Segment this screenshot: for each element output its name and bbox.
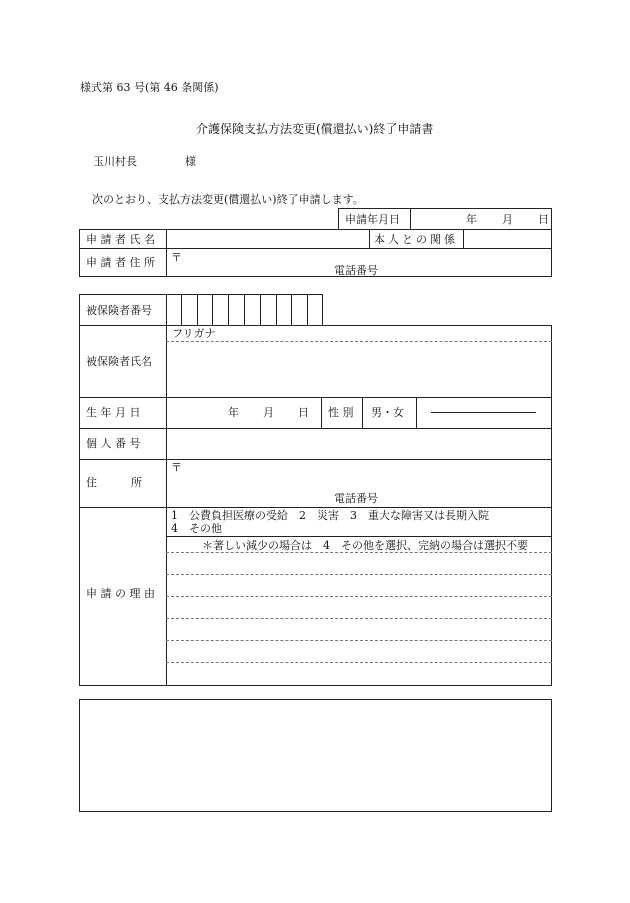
birth-date-label: 生 年 月 日: [86, 406, 141, 419]
relation-field[interactable]: [465, 231, 550, 247]
applicant-name-field[interactable]: [168, 231, 367, 247]
applicant-address-field[interactable]: [168, 250, 550, 275]
applicant-address-label: 申 請 者 住 所: [86, 256, 155, 269]
insured-address-field[interactable]: [168, 461, 550, 505]
applicant-postal-mark: 〒: [171, 251, 182, 264]
intro-text: 次のとおり、支払方法変更(償還払い)終了申請します。: [92, 193, 364, 206]
sex-value[interactable]: 男・女: [371, 406, 404, 419]
addressee-name: 玉川村長: [93, 155, 137, 168]
insured-name-field[interactable]: [168, 343, 550, 395]
birth-month: 月: [263, 406, 274, 419]
reason-options-line1: 1 公費負担医療の受給 2 災害 3 重大な障害又は長期入院: [171, 509, 489, 522]
insured-number-label: 被保険者番号: [86, 304, 152, 317]
form-number: 様式第 63 号(第 46 条関係): [80, 81, 219, 94]
relation-label: 本人との関係: [374, 233, 458, 246]
sex-label: 性 別: [328, 406, 354, 419]
insured-name-label: 被保険者氏名: [86, 355, 152, 368]
addressee-honorific: 様: [185, 155, 196, 168]
insured-postal-mark: 〒: [171, 461, 182, 474]
insured-number-input[interactable]: [167, 295, 322, 325]
personal-number-label: 個 人 番 号: [86, 437, 141, 450]
insured-address-label: 住 所: [86, 476, 146, 489]
reason-detail-field[interactable]: [168, 553, 550, 684]
sex-underline: [431, 412, 536, 413]
application-date-label: 申請年月日: [345, 213, 400, 226]
remarks-box[interactable]: [79, 699, 552, 812]
application-date-month: 月: [502, 213, 513, 226]
application-date-day: 日: [538, 213, 549, 226]
reason-note: ＊著しい減少の場合は 4 その他を選択、完納の場合は選択不要: [202, 539, 528, 552]
personal-number-field[interactable]: [168, 430, 550, 457]
reason-options-line2: 4 その他: [171, 522, 222, 535]
insured-phone-label: 電話番号: [334, 492, 378, 505]
document-title: 介護保険支払方法変更(償還払い)終了申請書: [196, 122, 434, 136]
applicant-name-label: 申 請 者 氏 名: [86, 233, 155, 246]
applicant-phone-label: 電話番号: [334, 264, 378, 277]
furigana-label: フリガナ: [172, 327, 216, 340]
birth-year: 年: [228, 406, 239, 419]
application-date-year: 年: [466, 213, 477, 226]
reason-label: 申 請 の 理 由: [86, 587, 155, 600]
birth-day: 日: [298, 406, 309, 419]
